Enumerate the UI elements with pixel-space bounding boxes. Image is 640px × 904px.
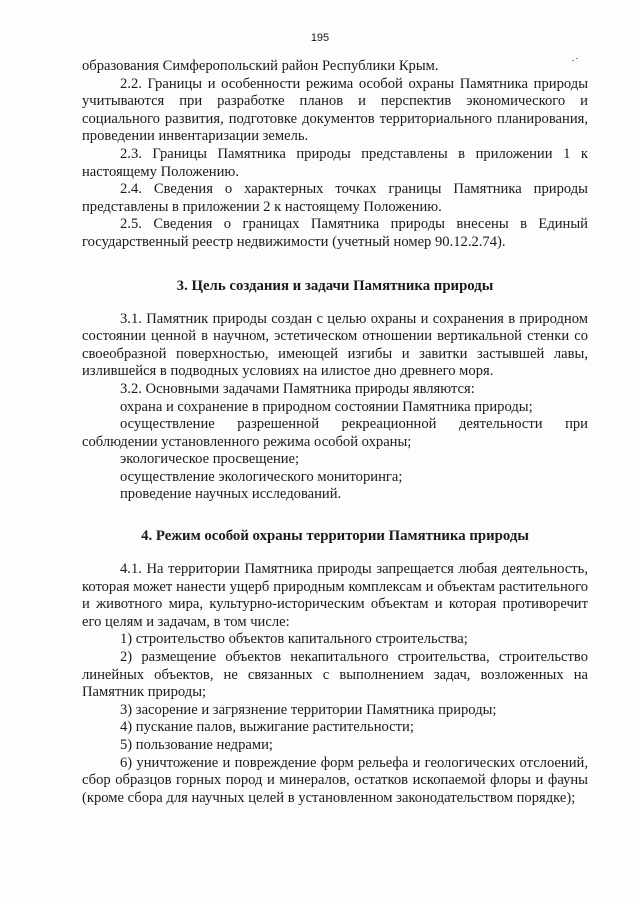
prohibition-item: 5) пользование недрами; xyxy=(120,737,273,753)
prohibition-item: 1) строительство объектов капитального строительства; xyxy=(120,631,468,648)
prohibition-item: 3) засорение и загрязнение территории Памятника природы; xyxy=(120,701,497,718)
page-number: 195 xyxy=(310,32,330,44)
paragraph-2-4: 2.4. Сведения о характерных точках границы Памятника природы представлены в приложении 2 к настоящему Положению. xyxy=(82,181,588,215)
task-item: охрана и сохранение в природном состоянии Памятника природы; xyxy=(120,398,533,415)
task-item: экологическое просвещение; xyxy=(120,451,300,468)
task-item: осуществление экологического мониторинга; xyxy=(120,468,403,485)
paragraph-continuation: образования Симферопольский район Республики Крым. xyxy=(82,58,439,74)
section-3-heading: 3. Цель создания и задачи Памятника природы xyxy=(176,277,494,294)
section-4-heading: 4. Режим особой охраны территории Памятника природы xyxy=(141,528,529,545)
paragraph-2-2: 2.2. Границы и особенности режима особой охраны Памятника природы учитываются при разработке планов и перспектив экономического и социального развития, подготовке документов территориального планирования, проведении инвентаризации земель. xyxy=(82,75,588,145)
prohibition-item: 6) уничтожение и повреждение форм рельефа и геологических отслоений, сбор образцов горных пород и минералов, остатков ископаемой флоры и фауны (кроме сбора для научных целей в установленном законодательством порядке); xyxy=(82,754,588,806)
prohibition-item: 2) размещение объектов некапитального строительства, строительство линейных объектов, не связанных с выполнением задач, возложенных на Памятник природы; xyxy=(82,649,588,701)
paragraph-4-1: 4.1. На территории Памятника природы запрещается любая деятельность, которая может нанести ущерб природным комплексам и объектам растительного и животного мира, культурно-историческим объектам и которая противоречит его целям и задачам, в том числе: xyxy=(82,561,588,630)
prohibition-item: 4) пускание палов, выжигание растительности; xyxy=(120,719,414,736)
document-body xyxy=(82,58,588,807)
paragraph-2-5: 2.5. Сведения о границах Памятника природы внесены в Единый государственный реестр недвижимости (учетный номер 90.12.2.74). xyxy=(82,216,588,250)
paragraph-2-3: 2.3. Границы Памятника природы представлены в приложении 1 к настоящему Положению. xyxy=(82,145,588,180)
task-item: осуществление разрешенной рекреационной деятельности при соблюдении установленного режима особой охраны; xyxy=(82,416,588,450)
paragraph-3-1: 3.1. Памятник природы создан с целью охраны и сохранения в природном состоянии ценной в научном, эстетическом отношении вертикальной стенки со своеобразной поверхностью, имеющей изгибы и завитки застывшей лавы, излившейся в подводных условиях на илистое дно древнего моря. xyxy=(82,310,588,380)
task-item: проведение научных исследований. xyxy=(120,486,342,503)
paragraph-3-2: 3.2. Основными задачами Памятника природы являются: xyxy=(120,380,475,397)
